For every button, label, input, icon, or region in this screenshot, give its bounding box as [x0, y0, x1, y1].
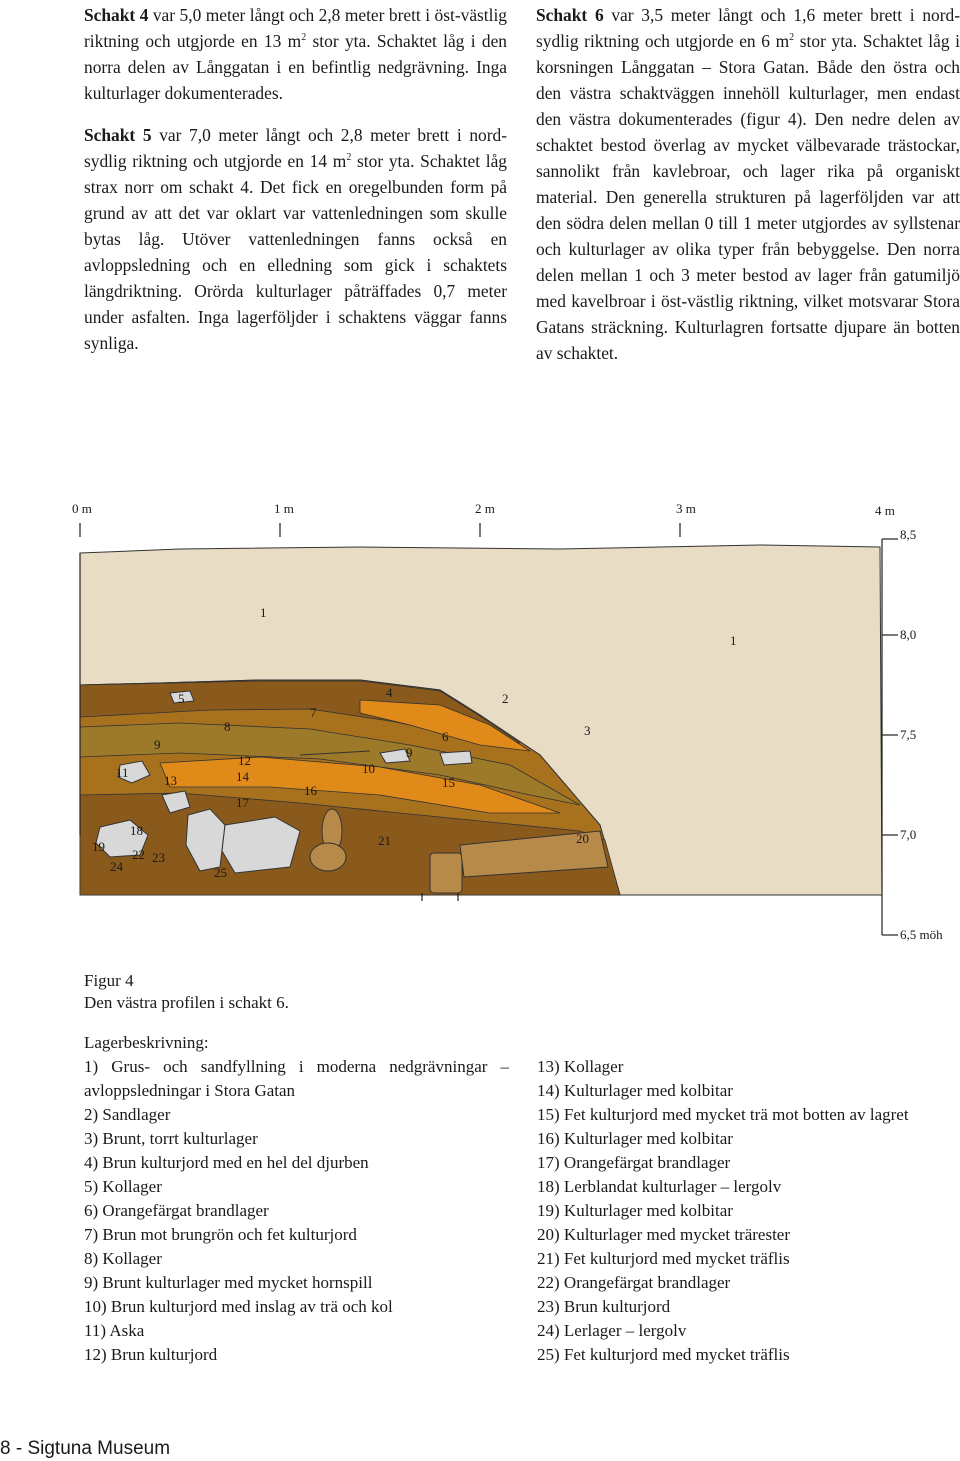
- scale-label-4m: 4 m: [875, 503, 895, 518]
- layer-label: 21: [378, 833, 391, 848]
- legend-item: 20) Kulturlager med mycket trärester: [537, 1225, 791, 1244]
- layer-label: 12: [238, 753, 251, 768]
- left-text-column: [84, 2, 507, 372]
- elevation-label: 8,5: [900, 527, 917, 542]
- elevation-label: 6,5 möh: [900, 927, 943, 942]
- legend-item: 2) Sandlager: [84, 1105, 171, 1124]
- legend-item: 16) Kulturlager med kolbitar: [537, 1129, 733, 1148]
- layer-label: 5: [178, 691, 185, 706]
- text-schakt-6-b: stor yta. Schaktet låg i korsningen Långgatan – Stora Gatan. Både den östra och den västra schaktväggen innehöll kulturlager, men endast den västra dokumenterades (figur 4). Den nedre delen av schaktet bestod överlag av mycket välbevarade trästockar, sannolikt från kavlebroar, och lager rika på organiskt material. Den generella strukturen på lagerföljden var att den södra delen mellan 0 till 1 meter utgjordes av syllstenar och kulturlager av olika typer från bebyggelse. Den norra delen mellan 1 och 3 meter bestod av lager från gatumiljö med kavelbroar i öst-västlig riktning, vilket motsvarar Stora Gatans sträckning. Kulturlagren fortsatte djupare än botten av schaktet.: [536, 31, 960, 363]
- heading-schakt-6: Schakt 6: [536, 5, 604, 25]
- legend-item: 22) Orangefärgat brandlager: [537, 1273, 731, 1292]
- profile-figure: [60, 495, 960, 955]
- superscript: 2: [301, 32, 307, 44]
- layer-label: 2: [502, 691, 509, 706]
- layer-label: 10: [362, 761, 375, 776]
- legend-item: 7) Brun mot brungrön och fet kulturjord: [84, 1225, 357, 1244]
- layer-label: 23: [152, 850, 165, 865]
- paragraph-schakt-6: [536, 2, 960, 366]
- legend-item: 10) Brun kulturjord med inslag av trä och kol: [84, 1297, 393, 1316]
- elevation-label: 7,5: [900, 727, 917, 742]
- layer-label: 19: [92, 839, 105, 854]
- legend-item: 17) Orangefärgat brandlager: [537, 1153, 731, 1172]
- legend-item: 25) Fet kulturjord med mycket träflis: [537, 1345, 790, 1364]
- caption-text: Den västra profilen i schakt 6.: [84, 993, 289, 1012]
- layer-label: 20: [576, 831, 589, 846]
- layer-label: 11: [116, 765, 129, 780]
- layer-label: 7: [310, 705, 317, 720]
- legend-item: 19) Kulturlager med kolbitar: [537, 1201, 733, 1220]
- layer-label: 13: [164, 773, 177, 788]
- legend-item: 15) Fet kulturjord med mycket trä mot botten av lagret: [537, 1105, 909, 1124]
- legend-item: 5) Kollager: [84, 1177, 162, 1196]
- legend-item: 24) Lerlager – lergolv: [537, 1321, 687, 1340]
- profile-drawing: [60, 495, 960, 955]
- legend-item: 8) Kollager: [84, 1249, 162, 1268]
- legend-item: 1) Grus- och sandfyllning i moderna nedgrävningar –avloppsledningar i Stora Gatan: [84, 1057, 509, 1100]
- scale-label-0m: 0 m: [72, 501, 92, 516]
- legend-item: 6) Orangefärgat brandlager: [84, 1201, 269, 1220]
- legend-item: 9) Brunt kulturlager med mycket hornspill: [84, 1273, 373, 1292]
- scale-ticks: [80, 523, 680, 537]
- legend-item: 21) Fet kulturjord med mycket träflis: [537, 1249, 790, 1268]
- scale-label-3m: 3 m: [676, 501, 696, 516]
- legend-item: 14) Kulturlager med kolbitar: [537, 1081, 733, 1100]
- right-text-column: [536, 2, 960, 382]
- legend-heading: Lagerbeskrivning:: [84, 1033, 209, 1052]
- legend-item: 4) Brun kulturjord med en hel del djurben: [84, 1153, 369, 1172]
- layer-label: 1: [730, 633, 737, 648]
- layer-label: 6: [442, 729, 449, 744]
- superscript: 2: [789, 32, 795, 44]
- layer-label: 4: [386, 685, 393, 700]
- legend-item: 18) Lerblandat kulturlager – lergolv: [537, 1177, 782, 1196]
- layer-label: 18: [130, 823, 143, 838]
- page-footer: 8 - Sigtuna Museum: [0, 1438, 171, 1459]
- layer-label: 3: [584, 723, 591, 738]
- text-schakt-6-a: var 3,5 meter långt och 1,6 meter brett i nord-sydlig riktning och utgjorde en 6 m: [536, 5, 960, 51]
- layer-label: 8: [224, 719, 231, 734]
- layer-label: 14: [236, 769, 249, 784]
- legend-item: 3) Brunt, torrt kulturlager: [84, 1129, 258, 1148]
- layer-label: 1: [260, 605, 267, 620]
- layer-label: 15: [442, 775, 455, 790]
- legend-item: 23) Brun kulturjord: [537, 1297, 671, 1316]
- legend-item: 12) Brun kulturjord: [84, 1345, 218, 1364]
- layer-label: 25: [214, 865, 227, 880]
- legend-item: 11) Aska: [84, 1321, 145, 1340]
- elevation-label: 7,0: [900, 827, 917, 842]
- superscript: 2: [346, 152, 352, 164]
- text-schakt-5-b: stor yta. Schaktet låg strax norr om schakt 4. Det fick en oregelbunden form på grund av att det var oklart var vattenledningen som skulle bytas låg. Utöver vattenledningen fanns också en avloppsledning och en elledning som gick i schaktets längdriktning. Orörda kulturlager påträffades 0,7 meter under asfalten. Inga lagerföljder i schaktens väggar fanns synliga.: [84, 151, 507, 353]
- text-schakt-4-b: stor yta. Schaktet låg i den norra delen av Långgatan i en befintlig nedgrävning. Inga kulturlager dokumenterades.: [84, 31, 507, 103]
- text-schakt-4-a: var 5,0 meter långt och 2,8 meter brett i öst-västlig riktning och utgjorde en 13 m: [84, 5, 508, 51]
- legend-item: 13) Kollager: [537, 1057, 624, 1076]
- layer-label: 22: [132, 847, 145, 862]
- figure-caption: [84, 970, 289, 1014]
- layer-label: 24: [110, 859, 123, 874]
- layer-label: 9: [154, 737, 161, 752]
- legend-list-right: [537, 1055, 960, 1367]
- scale-label-1m: 1 m: [274, 501, 294, 516]
- caption-title: Figur 4: [84, 971, 134, 990]
- legend-list-left: [84, 1055, 509, 1367]
- text-schakt-5-a: var 7,0 meter långt och 2,8 meter brett i nord-sydlig riktning och utgjorde en 14 m: [84, 125, 508, 171]
- heading-schakt-5: Schakt 5: [84, 125, 152, 145]
- elevation-label: 8,0: [900, 627, 917, 642]
- paragraph-schakt-5: [84, 122, 507, 356]
- scale-label-2m: 2 m: [475, 501, 495, 516]
- layer-label: 16: [304, 783, 317, 798]
- paragraph-schakt-4: [84, 2, 507, 106]
- heading-schakt-4: Schakt 4: [84, 5, 149, 25]
- layer-label: 9: [406, 745, 413, 760]
- layer-label: 17: [236, 795, 249, 810]
